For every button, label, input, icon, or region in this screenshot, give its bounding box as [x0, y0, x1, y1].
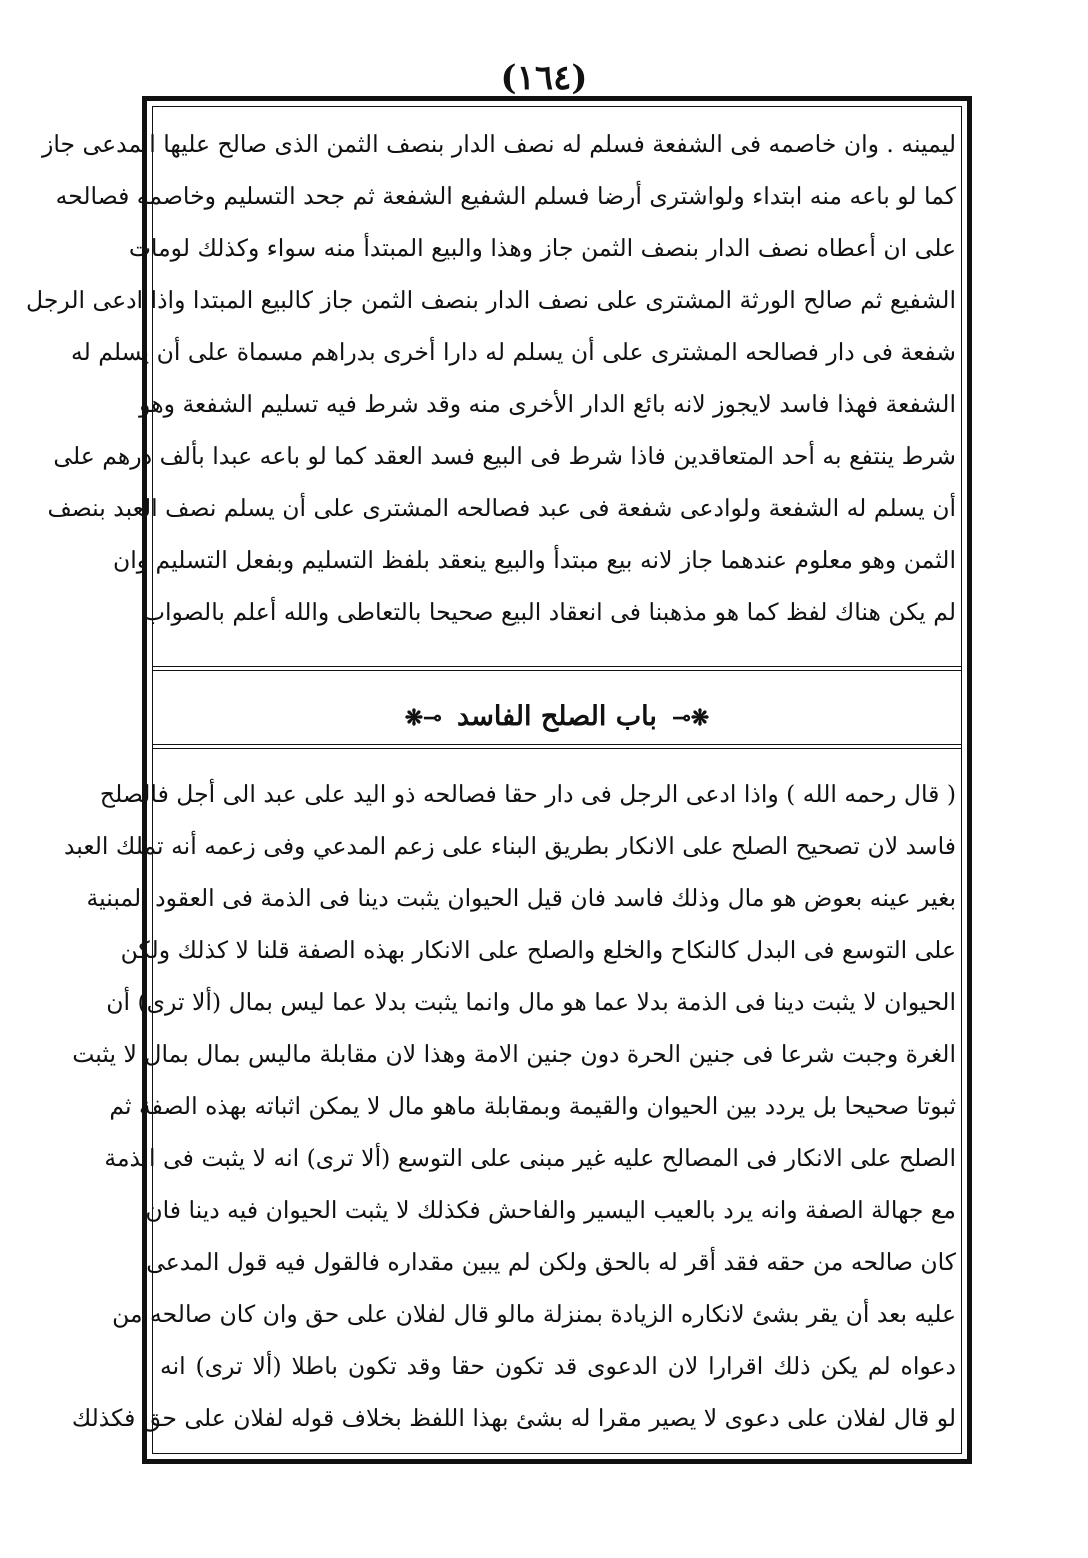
text-line: لم يكن هناك لفظ كما هو مذهبنا فى انعقاد البيع صحيحا بالتعاطى والله أعلم بالصواب	[142, 598, 956, 626]
text-line: أن يسلم له الشفعة ولوادعى شفعة فى عبد فصالحه المشترى على أن يسلم نصف العبد بنصف	[47, 494, 956, 522]
text-line: شرط ينتفع به أحد المتعاقدين فاذا شرط فى البيع فسد العقد كما لو باعه عبدا بألف درهم على	[53, 442, 956, 470]
text-block-bottom	[63, 768, 956, 1444]
text-line: الغرة وجبت شرعا فى جنين الحرة دون جنين الامة وهذا لان مقابلة ماليس بمال بمال لا يثبت	[72, 1040, 956, 1068]
page-number: (١٦٤)	[500, 58, 588, 98]
text-line: ثبوتا صحيحا بل يردد بين الحيوان والقيمة وبمقابلة ماهو مال لا يمكن اثباته بهذه الصفة ثم	[109, 1092, 956, 1120]
ornament-icon: ⊸❋	[404, 705, 442, 731]
text-line: الصلح على الانكار فى المصالح عليه غير مبنى على التوسع (ألا ترى) انه لا يثبت فى الذمة	[104, 1144, 956, 1172]
section-title	[152, 690, 962, 745]
text-line: الثمن وهو معلوم عندهما جاز لانه بيع مبتدأ والبيع ينعقد بلفظ التسليم وبفعل التسليم وان	[112, 546, 956, 574]
text-line: الشفيع ثم صالح الورثة المشترى على نصف الدار بنصف الثمن جاز كالبيع المبتدا واذا ادعى الرجل	[26, 286, 956, 314]
text-line: الحيوان لا يثبت دينا فى الذمة بدلا عما هو مال وانما يثبت بدلا عما ليس بمال (ألا ترى) أن	[106, 988, 956, 1016]
text-line: على التوسع فى البدل كالنكاح والخلع والصلح على الانكار بهذه الصفة قلنا لا كذلك ولكن	[120, 936, 956, 964]
text-line: ليمينه . وان خاصمه فى الشفعة فسلم له نصف الدار بنصف الثمن الذى صالح عليها المدعى جاز	[42, 130, 956, 158]
text-line: ( قال رحمه الله ) واذا ادعى الرجل فى دار حقا فصالحه ذو اليد على عبد الى أجل فالصلح	[99, 780, 956, 808]
text-line: بغير عينه بعوض هو مال وذلك فاسد فان قيل الحيوان يثبت دينا فى الذمة فى العقود المبنية	[86, 884, 956, 912]
text-block-top	[26, 118, 956, 638]
section-title-text: باب الصلح الفاسد	[457, 701, 657, 732]
divider-rule	[152, 744, 962, 745]
text-line: مع جهالة الصفة وانه يرد بالعيب اليسير والفاحش فكذلك لا يثبت الحيوان فيه دينا فان	[145, 1196, 956, 1224]
text-line: شفعة فى دار فصالحه المشترى على أن يسلم له دارا أخرى بدراهم مسماة على أن يسلم له	[71, 338, 956, 366]
text-line: كان صالحه من حقه فقد أقر له بالحق ولكن لم يبين مقداره فالقول فيه قول المدعى	[146, 1248, 956, 1276]
divider-rule	[152, 666, 962, 667]
text-line: فاسد لان تصحيح الصلح على الانكار بطريق البناء على زعم المدعي وفى زعمه أنه تملك العبد	[63, 832, 956, 860]
text-line: على ان أعطاه نصف الدار بنصف الثمن جاز وهذا والبيع المبتدأ منه سواء وكذلك لومات	[128, 234, 956, 262]
text-line: دعواه لم يكن ذلك اقرارا لان الدعوى قد تكون حقا وقد تكون باطلا (ألا ترى) انه	[160, 1352, 956, 1380]
divider-rule	[152, 748, 962, 749]
text-line: الشفعة فهذا فاسد لايجوز لانه بائع الدار الأخرى منه وقد شرط فيه تسليم الشفعة وهو	[139, 390, 956, 418]
divider-rule	[152, 670, 962, 671]
text-line: لو قال لفلان على دعوى لا يصير مقرا له بشئ بهذا اللفظ بخلاف قوله لفلان على حق فكذلك	[71, 1404, 956, 1432]
text-line: عليه بعد أن يقر بشئ لانكاره الزيادة بمنزلة مالو قال لفلان على حق وان كان صالحه من	[112, 1300, 956, 1328]
ornament-icon: ❋⊸	[672, 705, 710, 731]
text-line: كما لو باعه منه ابتداء ولواشترى أرضا فسلم الشفيع الشفعة ثم جحد التسليم وخاصمه فصالحه	[55, 182, 956, 210]
